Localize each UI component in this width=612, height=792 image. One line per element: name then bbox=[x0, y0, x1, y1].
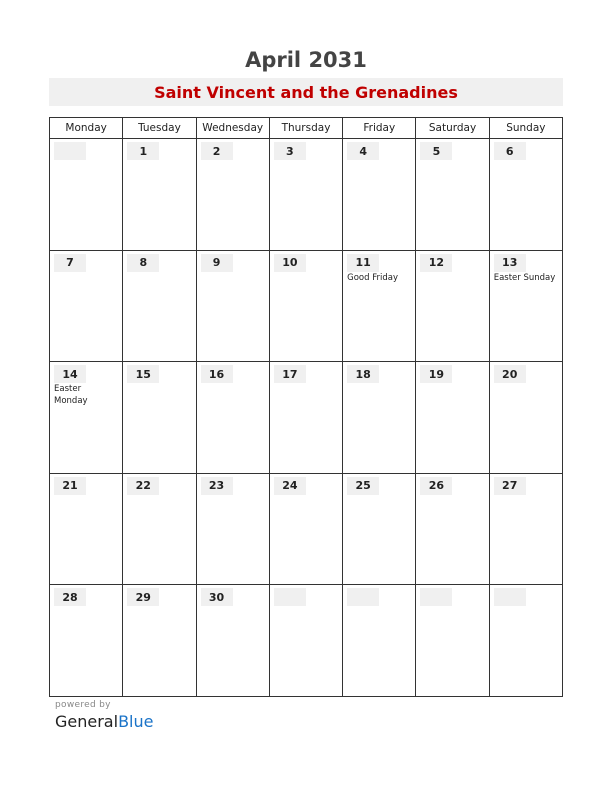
day-number: 25 bbox=[347, 477, 379, 495]
day-cell bbox=[416, 251, 489, 363]
holiday-label: Easter Monday bbox=[54, 384, 88, 406]
day-cell bbox=[197, 474, 270, 586]
day-number: 19 bbox=[420, 365, 452, 383]
day-cell bbox=[270, 251, 343, 363]
day-cell bbox=[197, 362, 270, 474]
day-cell bbox=[50, 474, 123, 586]
day-number: 18 bbox=[347, 365, 379, 383]
empty-day-box bbox=[347, 588, 379, 606]
day-cell bbox=[270, 362, 343, 474]
day-number: 17 bbox=[274, 365, 306, 383]
powered-by-text: powered by bbox=[55, 700, 111, 710]
day-number: 4 bbox=[347, 142, 379, 160]
weekday-header-wednesday: Wednesday bbox=[197, 118, 270, 139]
day-number: 8 bbox=[127, 254, 159, 272]
day-cell bbox=[343, 251, 416, 363]
calendar-grid bbox=[49, 117, 563, 697]
day-number: 5 bbox=[420, 142, 452, 160]
day-cell bbox=[416, 139, 489, 251]
day-cell bbox=[50, 139, 123, 251]
weekday-header-thursday: Thursday bbox=[270, 118, 343, 139]
day-number: 16 bbox=[201, 365, 233, 383]
day-cell bbox=[197, 139, 270, 251]
day-number: 11 bbox=[347, 254, 379, 272]
country-banner bbox=[49, 78, 563, 106]
day-cell bbox=[197, 585, 270, 697]
day-cell bbox=[270, 139, 343, 251]
day-number: 23 bbox=[201, 477, 233, 495]
generalblue-logo[interactable] bbox=[55, 712, 153, 731]
weekday-header-monday: Monday bbox=[50, 118, 123, 139]
day-cell bbox=[270, 585, 343, 697]
day-number: 20 bbox=[494, 365, 526, 383]
day-cell bbox=[123, 251, 196, 363]
brand-blue: Blue bbox=[118, 712, 154, 731]
holiday-label: Good Friday bbox=[347, 272, 398, 283]
day-number: 14 bbox=[54, 365, 86, 383]
weekday-header-sunday: Sunday bbox=[490, 118, 563, 139]
day-cell bbox=[490, 251, 563, 363]
brand-general: General bbox=[55, 712, 119, 731]
day-cell bbox=[416, 474, 489, 586]
footer bbox=[55, 700, 153, 731]
day-cell bbox=[50, 585, 123, 697]
day-cell bbox=[490, 585, 563, 697]
day-number: 15 bbox=[127, 365, 159, 383]
day-cell bbox=[490, 139, 563, 251]
day-number: 24 bbox=[274, 477, 306, 495]
day-number: 7 bbox=[54, 254, 86, 272]
day-number: 1 bbox=[127, 142, 159, 160]
weekday-header-tuesday: Tuesday bbox=[123, 118, 196, 139]
day-cell bbox=[50, 362, 123, 474]
day-number: 21 bbox=[54, 477, 86, 495]
day-cell bbox=[123, 139, 196, 251]
day-number: 6 bbox=[494, 142, 526, 160]
day-cell bbox=[343, 139, 416, 251]
day-number: 10 bbox=[274, 254, 306, 272]
day-cell bbox=[416, 362, 489, 474]
day-cell bbox=[490, 474, 563, 586]
day-cell bbox=[490, 362, 563, 474]
day-number: 26 bbox=[420, 477, 452, 495]
day-number: 30 bbox=[201, 588, 233, 606]
empty-day-box bbox=[494, 588, 526, 606]
day-number: 28 bbox=[54, 588, 86, 606]
day-cell bbox=[123, 474, 196, 586]
day-cell bbox=[123, 362, 196, 474]
day-number: 22 bbox=[127, 477, 159, 495]
day-number: 3 bbox=[274, 142, 306, 160]
day-cell bbox=[343, 585, 416, 697]
day-cell bbox=[197, 251, 270, 363]
weekday-header-friday: Friday bbox=[343, 118, 416, 139]
day-number: 29 bbox=[127, 588, 159, 606]
calendar-title: April 2031 bbox=[245, 48, 367, 72]
day-cell bbox=[416, 585, 489, 697]
day-number: 9 bbox=[201, 254, 233, 272]
weekday-header-saturday: Saturday bbox=[416, 118, 489, 139]
day-number: 12 bbox=[420, 254, 452, 272]
country-name: Saint Vincent and the Grenadines bbox=[154, 82, 458, 102]
empty-day-box bbox=[54, 142, 86, 160]
empty-day-box bbox=[420, 588, 452, 606]
day-cell bbox=[270, 474, 343, 586]
holiday-label: Easter Sunday bbox=[493, 272, 556, 283]
day-number: 27 bbox=[494, 477, 526, 495]
empty-day-box bbox=[274, 588, 306, 606]
day-number: 2 bbox=[201, 142, 233, 160]
day-cell bbox=[343, 362, 416, 474]
day-cell bbox=[343, 474, 416, 586]
day-cell bbox=[50, 251, 123, 363]
day-number: 13 bbox=[494, 254, 526, 272]
day-cell bbox=[123, 585, 196, 697]
